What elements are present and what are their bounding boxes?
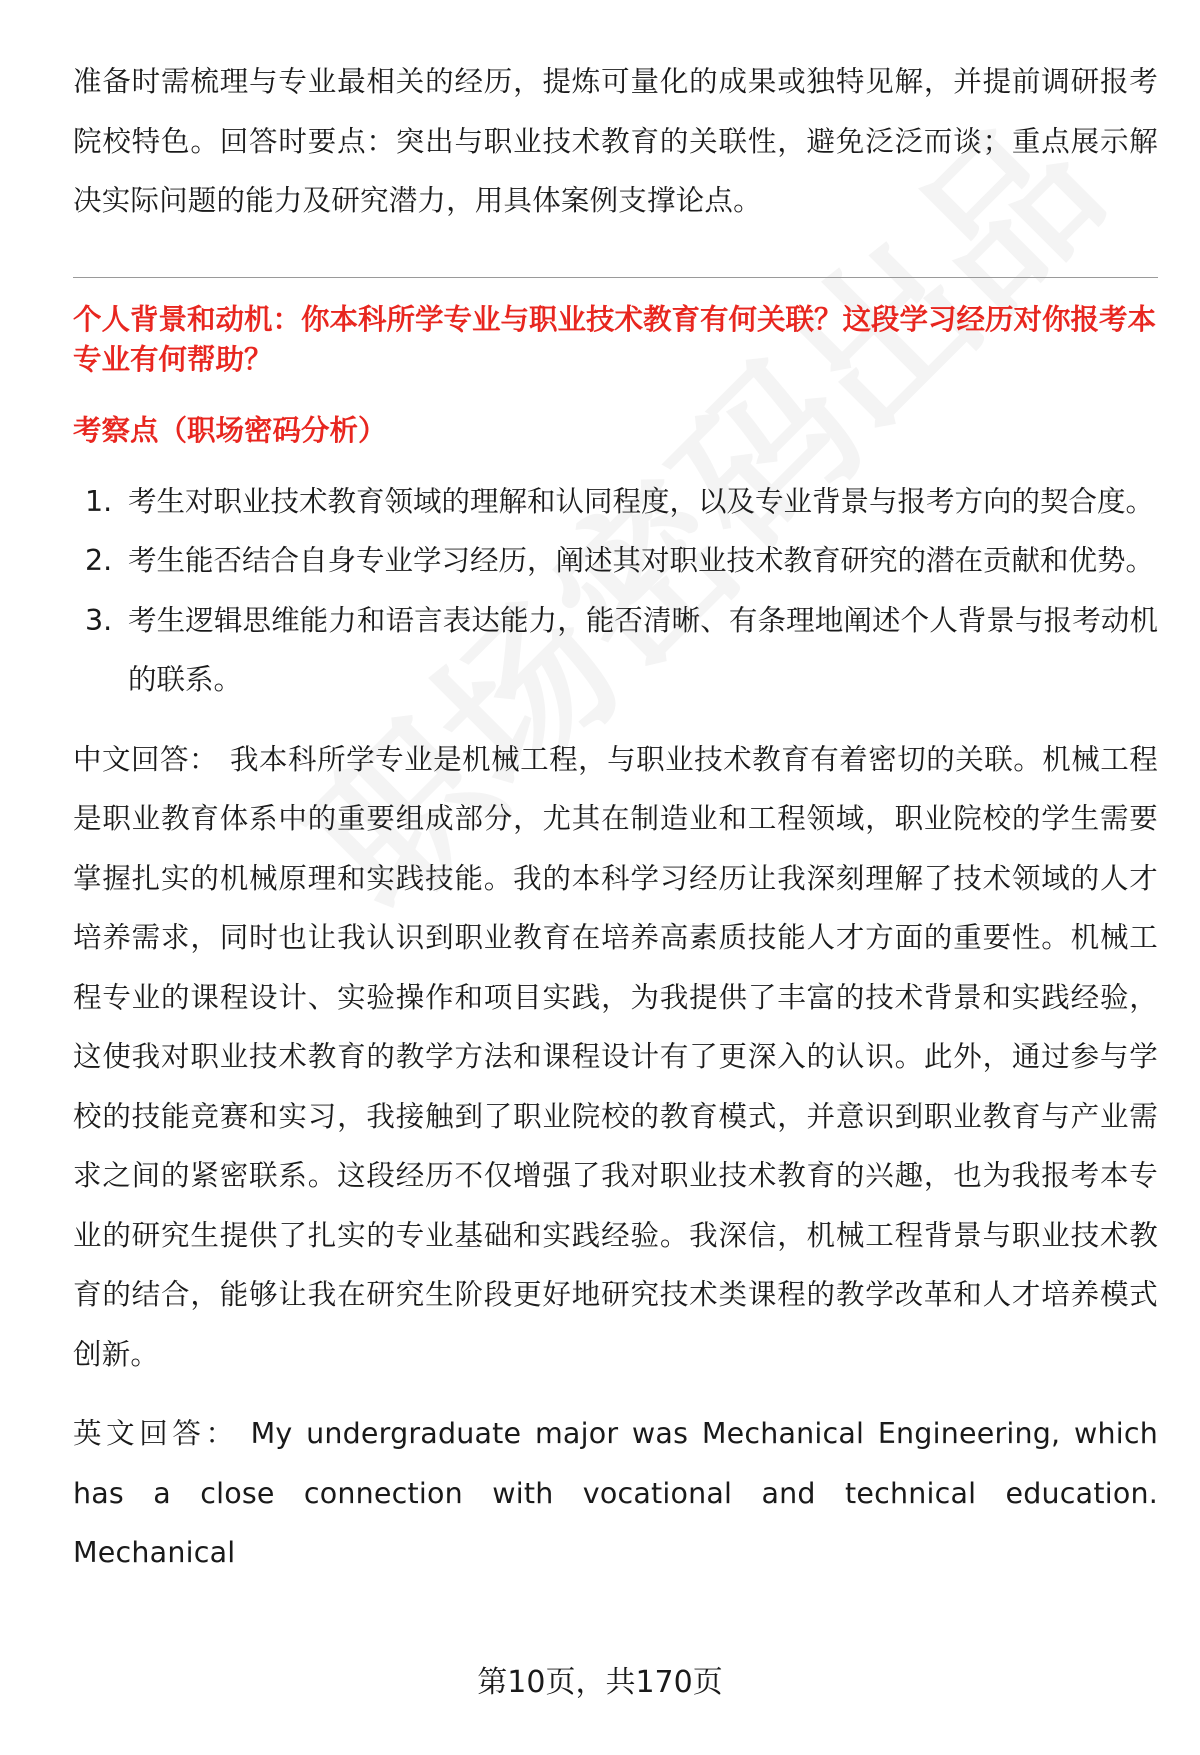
english-answer xyxy=(73,1404,1158,1583)
list-item-text: 考生对职业技术教育领域的理解和认同程度，以及专业背景与报考方向的契合度。 xyxy=(128,484,1155,518)
list-item-number: 1. xyxy=(85,484,113,518)
question-heading: 个人背景和动机：你本科所学专业与职业技术教育有何关联？这段学习经历对你报考本专业有何帮助？ xyxy=(73,302,1157,376)
list-item xyxy=(73,531,1158,591)
list-item-text: 考生能否结合自身专业学习经历，阐述其对职业技术教育研究的潜在贡献和优势。 xyxy=(128,544,1155,577)
chinese-answer xyxy=(73,730,1158,1385)
list-item-text: 考生逻辑思维能力和语言表达能力，能否清晰、有条理地阐述个人背景与报考动机的联系。 xyxy=(128,603,1158,696)
chinese-answer-text: 我本科所学专业是机械工程，与职业技术教育有着密切的关联。机械工程是职业教育体系中的重要组成部分，尤其在制造业和工程领域，职业院校的学生需要掌握扎实的机械原理和实践技能。我的本科学习经历让我深刻理解了技术领域的人才培养需求，同时也让我认识到职业教育在培养高素质技能人才方面的重要性。机械工程专业的课程设计、实验操作和项目实践，为我提供了丰富的技术背景和实践经验，这使我对职业技术教育的教学方法和课程设计有了更深入的认识。此外，通过参与学校的技能竞赛和实习，我接触到了职业院校的教育模式，并意识到职业教育与产业需求之间的紧密联系。这段经历不仅增强了我对职业技术教育的兴趣，也为我报考本专业的研究生提供了扎实的专业基础和实践经验。我深信，机械工程背景与职业技术教育的结合，能够让我在研究生阶段更好地研究技术类课程的教学改革和人才培养模式创新。 xyxy=(73,742,1158,1371)
list-item-number: 2. xyxy=(85,544,113,577)
points-list xyxy=(73,472,1158,710)
document-page xyxy=(73,52,1158,1583)
list-item-number: 3. xyxy=(85,603,113,637)
english-answer-text: My undergraduate major was Mechanical Engineering, which has a close connection with vocational and technical education. Mechanical xyxy=(73,1417,1158,1569)
section-divider xyxy=(73,277,1158,278)
intro-paragraph: 准备时需梳理与专业最相关的经历，提炼可量化的成果或独特见解，并提前调研报考院校特色。回答时要点：突出与职业技术教育的关联性，避免泛泛而谈；重点展示解决实际问题的能力及研究潜力，用具体案例支撑论点。 xyxy=(73,65,1158,217)
section-title: 考察点（职场密码分析） xyxy=(73,413,387,447)
list-item xyxy=(73,472,1158,532)
chinese-answer-label: 中文回答： xyxy=(73,742,219,776)
page-number-footer: 第10页，共170页 xyxy=(477,1665,723,1700)
english-answer-label: 英文回答： xyxy=(73,1417,239,1450)
list-item xyxy=(73,591,1158,710)
